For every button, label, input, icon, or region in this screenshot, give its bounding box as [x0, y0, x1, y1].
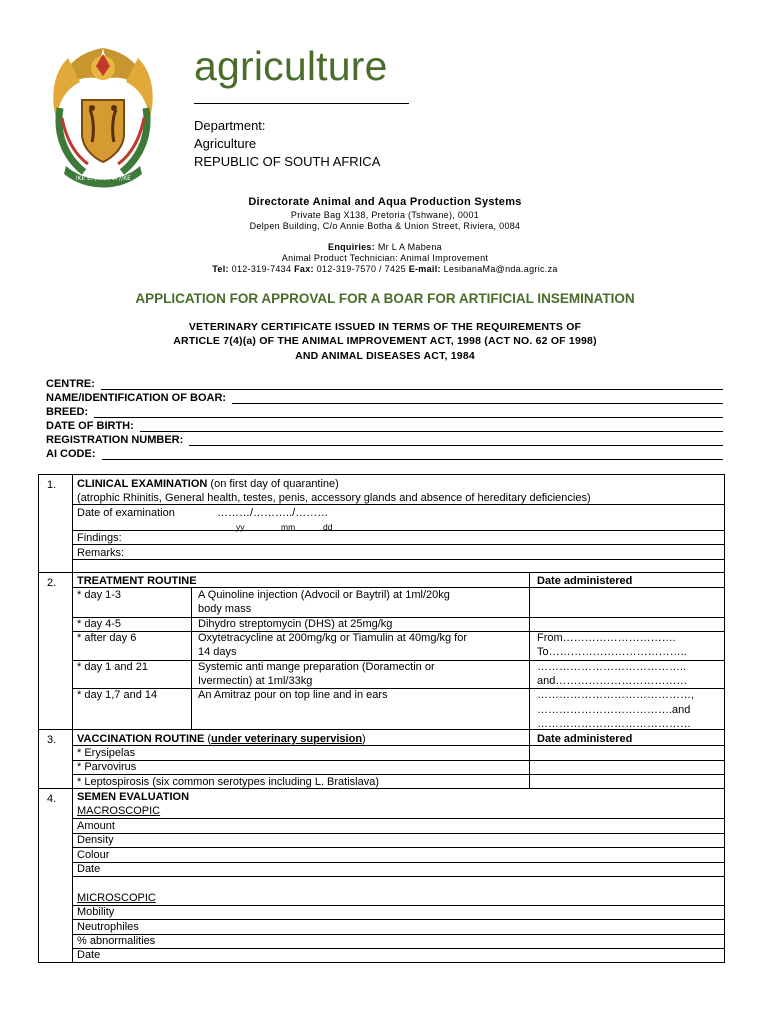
section-2-number: 2.	[47, 577, 57, 589]
treatment-day-2: * day 4-5	[77, 618, 122, 630]
macroscopic-title: MACROSCOPIC	[77, 805, 161, 817]
treatment-day-divider	[191, 587, 192, 729]
position-line: Animal Product Technician: Animal Improvement	[281, 253, 489, 263]
section-4-number: 4.	[47, 793, 57, 805]
row-divider	[73, 760, 724, 761]
treatment-4-date-2[interactable]: and………………………………	[537, 675, 688, 687]
row-divider	[73, 905, 724, 906]
section-1-description: (atrophic Rhinitis, General health, testes, penis, accessory glands and absence of hereditary deficiencies)	[77, 492, 591, 504]
row-divider	[73, 862, 724, 863]
findings-label: Findings:	[77, 532, 122, 544]
motto-text: !KE E: /XARRA //KE	[75, 175, 131, 182]
registration-line[interactable]	[189, 434, 723, 446]
dob-line[interactable]	[140, 420, 723, 432]
centre-field[interactable]	[46, 378, 723, 391]
directorate-name: Directorate Animal and Aqua Production Systems	[248, 196, 522, 208]
vaccine-1: * Erysipelas	[77, 747, 136, 759]
treatment-day-4: * day 1 and 21	[77, 661, 148, 673]
section-3-note-close: )	[362, 733, 366, 745]
subtitle-line-2: ARTICLE 7(4)(a) OF THE ANIMAL IMPROVEMENT ACT, 1998 (ACT NO. 62 OF 1998)	[173, 335, 597, 347]
enquiries-line	[0, 242, 770, 252]
section-1-number: 1.	[47, 479, 57, 491]
vaccine-3: * Leptospirosis (six common serotypes including L. Bratislava)	[77, 776, 380, 788]
section-divider	[39, 788, 724, 789]
date-dd-label: dd	[323, 522, 333, 532]
tel-value: 012-319-7434	[228, 264, 295, 274]
treatment-5-date-2[interactable]: ……………………………….and	[537, 704, 691, 716]
brand-wordmark: agriculture	[194, 43, 388, 89]
section-3-note-open: (	[204, 733, 212, 745]
coat-of-arms-logo	[38, 38, 168, 188]
macro-date: Date	[77, 863, 101, 875]
micro-date: Date	[77, 949, 101, 961]
breed-field[interactable]	[46, 406, 723, 419]
treatment-1-line-2: body mass	[198, 603, 252, 615]
fax-value: 012-319-7570 / 7425	[313, 264, 409, 274]
section-3-number: 3.	[47, 734, 57, 746]
breed-line[interactable]	[94, 406, 723, 418]
form-table	[38, 474, 725, 963]
row-divider	[73, 833, 724, 834]
subtitle-line-1: VETERINARY CERTIFICATE ISSUED IN TERMS OF THE REQUIREMENTS OF	[188, 321, 582, 333]
treatment-4-line-1: Systemic anti mange preparation (Doramectin or	[198, 661, 435, 673]
contact-line	[0, 264, 770, 274]
ai-code-field[interactable]	[46, 448, 723, 461]
registration-field[interactable]	[46, 434, 723, 447]
section-3-title: VACCINATION ROUTINE	[77, 733, 205, 745]
micro-mobility: Mobility	[77, 906, 115, 918]
boar-id-line[interactable]	[232, 392, 723, 404]
vaccine-2: * Parvovirus	[77, 761, 137, 773]
centre-label: CENTRE:	[46, 378, 95, 390]
section-2-title: TREATMENT ROUTINE	[77, 575, 197, 587]
email-value: LesibanaMa@nda.agric.za	[440, 264, 558, 274]
enquiries-label: Enquiries:	[328, 242, 376, 252]
dept-line-1: Department:	[194, 118, 266, 133]
row-divider	[73, 544, 724, 545]
brand-divider	[194, 103, 409, 104]
ai-code-line[interactable]	[102, 448, 724, 460]
dob-label: DATE OF BIRTH:	[46, 420, 134, 432]
centre-line[interactable]	[101, 378, 723, 390]
treatment-day-1: * day 1-3	[77, 589, 122, 601]
row-divider	[73, 559, 724, 560]
treatment-4-line-2: Ivermectin) at 1ml/33kg	[198, 675, 313, 687]
treatment-date-header: Date administered	[537, 575, 633, 587]
row-divider	[73, 504, 724, 505]
treatment-day-3: * after day 6	[77, 632, 137, 644]
section-3-heading	[77, 732, 366, 746]
email-label: E-mail:	[408, 264, 441, 274]
section-3-note: under veterinary supervision	[211, 733, 363, 745]
dept-line-2: Agriculture	[194, 136, 257, 151]
macro-amount: Amount	[77, 820, 115, 832]
vaccination-date-header: Date administered	[537, 733, 633, 745]
date-column-divider	[529, 572, 530, 788]
microscopic-title: MICROSCOPIC	[77, 892, 156, 904]
treatment-day-5: * day 1,7 and 14	[77, 689, 158, 701]
fax-label: Fax:	[294, 264, 314, 274]
section-divider	[39, 729, 724, 730]
row-divider	[73, 948, 724, 949]
exam-date-label: Date of examination	[77, 507, 175, 519]
treatment-5-date-3[interactable]: ……………………………………	[537, 718, 691, 730]
boar-id-label: NAME/IDENTIFICATION OF BOAR:	[46, 392, 227, 404]
macro-colour: Colour	[77, 849, 110, 861]
row-divider	[73, 745, 724, 746]
macro-density: Density	[77, 834, 114, 846]
micro-neutrophiles: Neutrophiles	[77, 921, 139, 933]
exam-date-blank[interactable]: ………/………../………	[217, 507, 329, 519]
subtitle-line-3: AND ANIMAL DISEASES ACT, 1984	[295, 350, 475, 362]
breed-label: BREED:	[46, 406, 89, 418]
section-divider	[39, 572, 724, 573]
treatment-5-line-1: An Amitraz pour on top line and in ears	[198, 689, 388, 701]
page-title: APPLICATION FOR APPROVAL FOR A BOAR FOR ARTIFICIAL INSEMINATION	[135, 291, 635, 306]
number-column-divider	[72, 475, 73, 962]
row-divider	[73, 934, 724, 935]
section-1-heading	[77, 477, 339, 491]
dept-line-3: REPUBLIC OF SOUTH AFRICA	[194, 154, 381, 169]
section-4-title: SEMEN EVALUATION	[77, 791, 190, 803]
row-divider	[73, 847, 724, 848]
section-1-note: (on first day of quarantine)	[207, 478, 339, 490]
date-mm-label: mm	[281, 522, 296, 532]
treatment-2-line-1: Dihydro streptomycin (DHS) at 25mg/kg	[198, 618, 393, 630]
date-yy-label: yy	[236, 522, 245, 532]
section-1-title: CLINICAL EXAMINATION	[77, 478, 208, 490]
ai-code-label: AI CODE:	[46, 448, 96, 460]
treatment-3-date-to[interactable]: To………………………………..	[537, 646, 687, 658]
row-divider	[73, 919, 724, 920]
treatment-4-date-1[interactable]: …………………………………..	[537, 661, 687, 673]
micro-abnormalities: % abnormalities	[77, 935, 156, 947]
treatment-3-line-2: 14 days	[198, 646, 237, 658]
row-divider	[73, 876, 724, 877]
address-line-2: Delpen Building, C/o Annie Botha & Union Street, Riviera, 0084	[249, 221, 521, 231]
boar-id-field[interactable]	[46, 392, 723, 405]
address-line-1: Private Bag X138, Pretoria (Tshwane), 0001	[290, 210, 480, 220]
row-divider	[73, 530, 724, 531]
treatment-3-date-from[interactable]: From………………………….	[537, 632, 676, 644]
dob-field[interactable]	[46, 420, 723, 433]
treatment-3-line-1: Oxytetracycline at 200mg/kg or Tiamulin at 40mg/kg for	[198, 632, 468, 644]
remarks-label: Remarks:	[77, 547, 125, 559]
treatment-1-line-1: A Quinoline injection (Advocil or Baytril) at 1ml/20kg	[198, 589, 450, 601]
row-divider	[73, 818, 724, 819]
treatment-5-date-1[interactable]: ……………………………………,	[537, 689, 695, 701]
row-divider	[73, 617, 724, 618]
tel-label: Tel:	[212, 264, 229, 274]
enquiries-name: Mr L A Mabena	[375, 242, 442, 252]
registration-label: REGISTRATION NUMBER:	[46, 434, 184, 446]
